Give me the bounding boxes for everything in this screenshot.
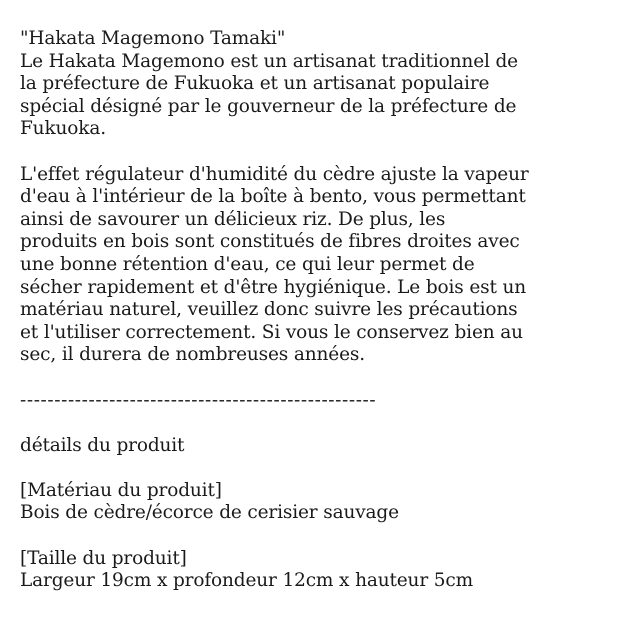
body-line: et l'utiliser correctement. Si vous le conservez bien au	[20, 321, 523, 343]
intro-line: Le Hakata Magemono est un artisanat traditionnel de	[20, 50, 518, 72]
dashed-divider: ----------------------------------------------------	[20, 389, 377, 411]
details-heading: détails du produit	[20, 434, 185, 456]
intro-line: la préfecture de Fukuoka et un artisanat populaire	[20, 73, 490, 95]
body-paragraph	[20, 164, 620, 367]
body-line: sécher rapidement et d'être hygiénique. Le bois est un	[20, 276, 527, 298]
size-label: [Taille du produit]	[20, 547, 187, 569]
product-description	[20, 28, 620, 593]
material-section	[20, 480, 620, 525]
spacer	[20, 141, 620, 164]
intro-paragraph	[20, 51, 620, 141]
spacer	[20, 457, 620, 480]
material-value: Bois de cèdre/écorce de cerisier sauvage	[20, 502, 399, 524]
body-line: sec, il durera de nombreuses années.	[20, 344, 365, 366]
body-line: produits en bois sont constitués de fibres droites avec	[20, 231, 520, 253]
spacer	[20, 525, 620, 548]
size-section	[20, 548, 620, 593]
body-line: une bonne rétention d'eau, ce qui leur permet de	[20, 253, 475, 275]
body-line: ainsi de savourer un délicieux riz. De plus, les	[20, 208, 446, 230]
product-title: "Hakata Magemono Tamaki"	[20, 28, 286, 49]
spacer	[20, 367, 620, 390]
body-line: matériau naturel, veuillez donc suivre les précautions	[20, 299, 518, 321]
intro-line: spécial désigné par le gouverneur de la préfecture de	[20, 95, 517, 117]
size-value: Largeur 19cm x profondeur 12cm x hauteur 5cm	[20, 570, 473, 592]
spacer	[20, 412, 620, 435]
body-line: L'effet régulateur d'humidité du cèdre ajuste la vapeur	[20, 163, 529, 185]
intro-line: Fukuoka.	[20, 118, 106, 140]
body-line: d'eau à l'intérieur de la boîte à bento, vous permettant	[20, 186, 526, 208]
material-label: [Matériau du produit]	[20, 479, 222, 501]
